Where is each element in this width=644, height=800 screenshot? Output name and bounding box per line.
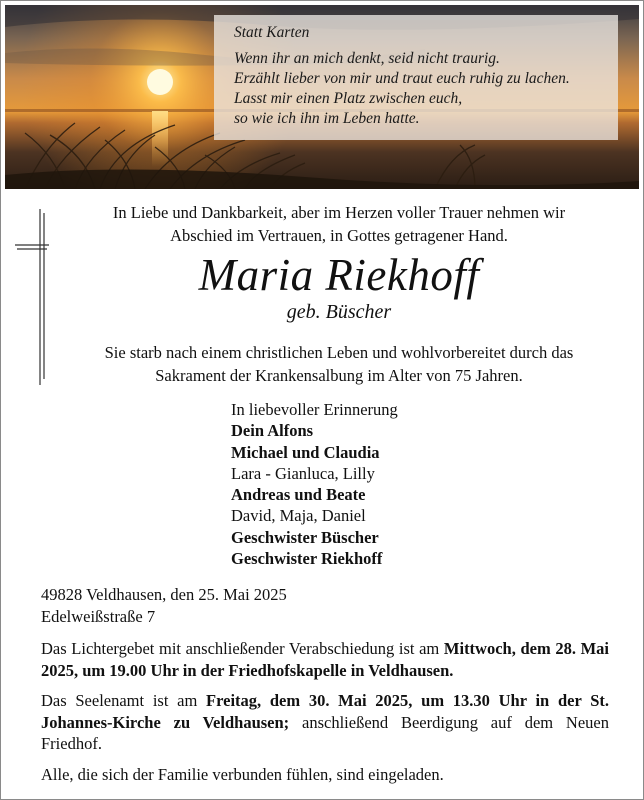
- invitation-text: Alle, die sich der Familie verbunden fühlen, sind eingeladen.: [41, 765, 444, 784]
- death-line: Sie starb nach einem christlichen Leben und wohlvorbereitet durch das: [104, 343, 574, 362]
- prayer-service-datetime: Mittwoch, dem 28. Mai 2025, um 19.00 Uhr in der Friedhofskapelle in Veldhausen.: [41, 639, 609, 680]
- quote-line: Erzählt lieber von mir und traut euch ruhig zu lachen.: [234, 70, 570, 87]
- quote-box: [214, 15, 618, 140]
- quote-line: Lasst mir einen Platz zwischen euch,: [234, 90, 463, 107]
- mourner-name: Dein Alfons: [231, 421, 314, 441]
- requiem-datetime: Freitag, dem 30. Mai 2025, um 13.30 Uhr in der St. Johannes-Kirche zu Veldhausen;: [41, 691, 609, 732]
- mourners-list: [231, 399, 398, 569]
- quote-intro: Statt Karten: [234, 24, 310, 41]
- sunset-beach-photo: [5, 5, 639, 189]
- mourner-name: Andreas und Beate: [231, 485, 366, 505]
- thanks-line: In Liebe und Dankbarkeit, aber im Herzen voller Trauer nehmen wir: [112, 203, 566, 222]
- mourner-name: Geschwister Riekhoff: [231, 549, 383, 569]
- mourners-intro: In liebevoller Erinnerung: [231, 400, 398, 419]
- death-line: Sakrament der Krankensalbung im Alter von 75 Jahren.: [155, 366, 523, 385]
- place-date: 49828 Veldhausen, den 25. Mai 2025: [41, 585, 287, 604]
- quote-line: so wie ich ihn im Leben hatte.: [234, 110, 420, 127]
- death-notice-text: [41, 341, 637, 387]
- mourner-name: David, Maja, Daniel: [231, 506, 366, 526]
- deceased-name: Maria Riekhoff: [198, 250, 480, 300]
- prayer-service-info: [41, 638, 609, 681]
- thanks-text: [41, 201, 637, 247]
- street-address: Edelweißstraße 7: [41, 607, 156, 626]
- prayer-service-text: Das Lichtergebet mit anschließender Verabschiedung ist am: [41, 639, 444, 658]
- mourner-name: Lara - Gianluca, Lilly: [231, 463, 375, 483]
- mourner-name: Geschwister Büscher: [231, 527, 379, 547]
- mourner-name: Michael und Claudia: [231, 442, 380, 462]
- requiem-info: [41, 690, 609, 755]
- thanks-line: Abschied im Vertrauen, in Gottes getragener Hand.: [170, 226, 508, 245]
- burial-text: anschließend Beerdigung auf dem Neuen Friedhof.: [41, 712, 609, 753]
- quote-line: Wenn ihr an mich denkt, seid nicht traurig.: [234, 50, 500, 67]
- maiden-name: geb. Büscher: [286, 301, 392, 323]
- requiem-text: Das Seelenamt ist am: [41, 691, 207, 710]
